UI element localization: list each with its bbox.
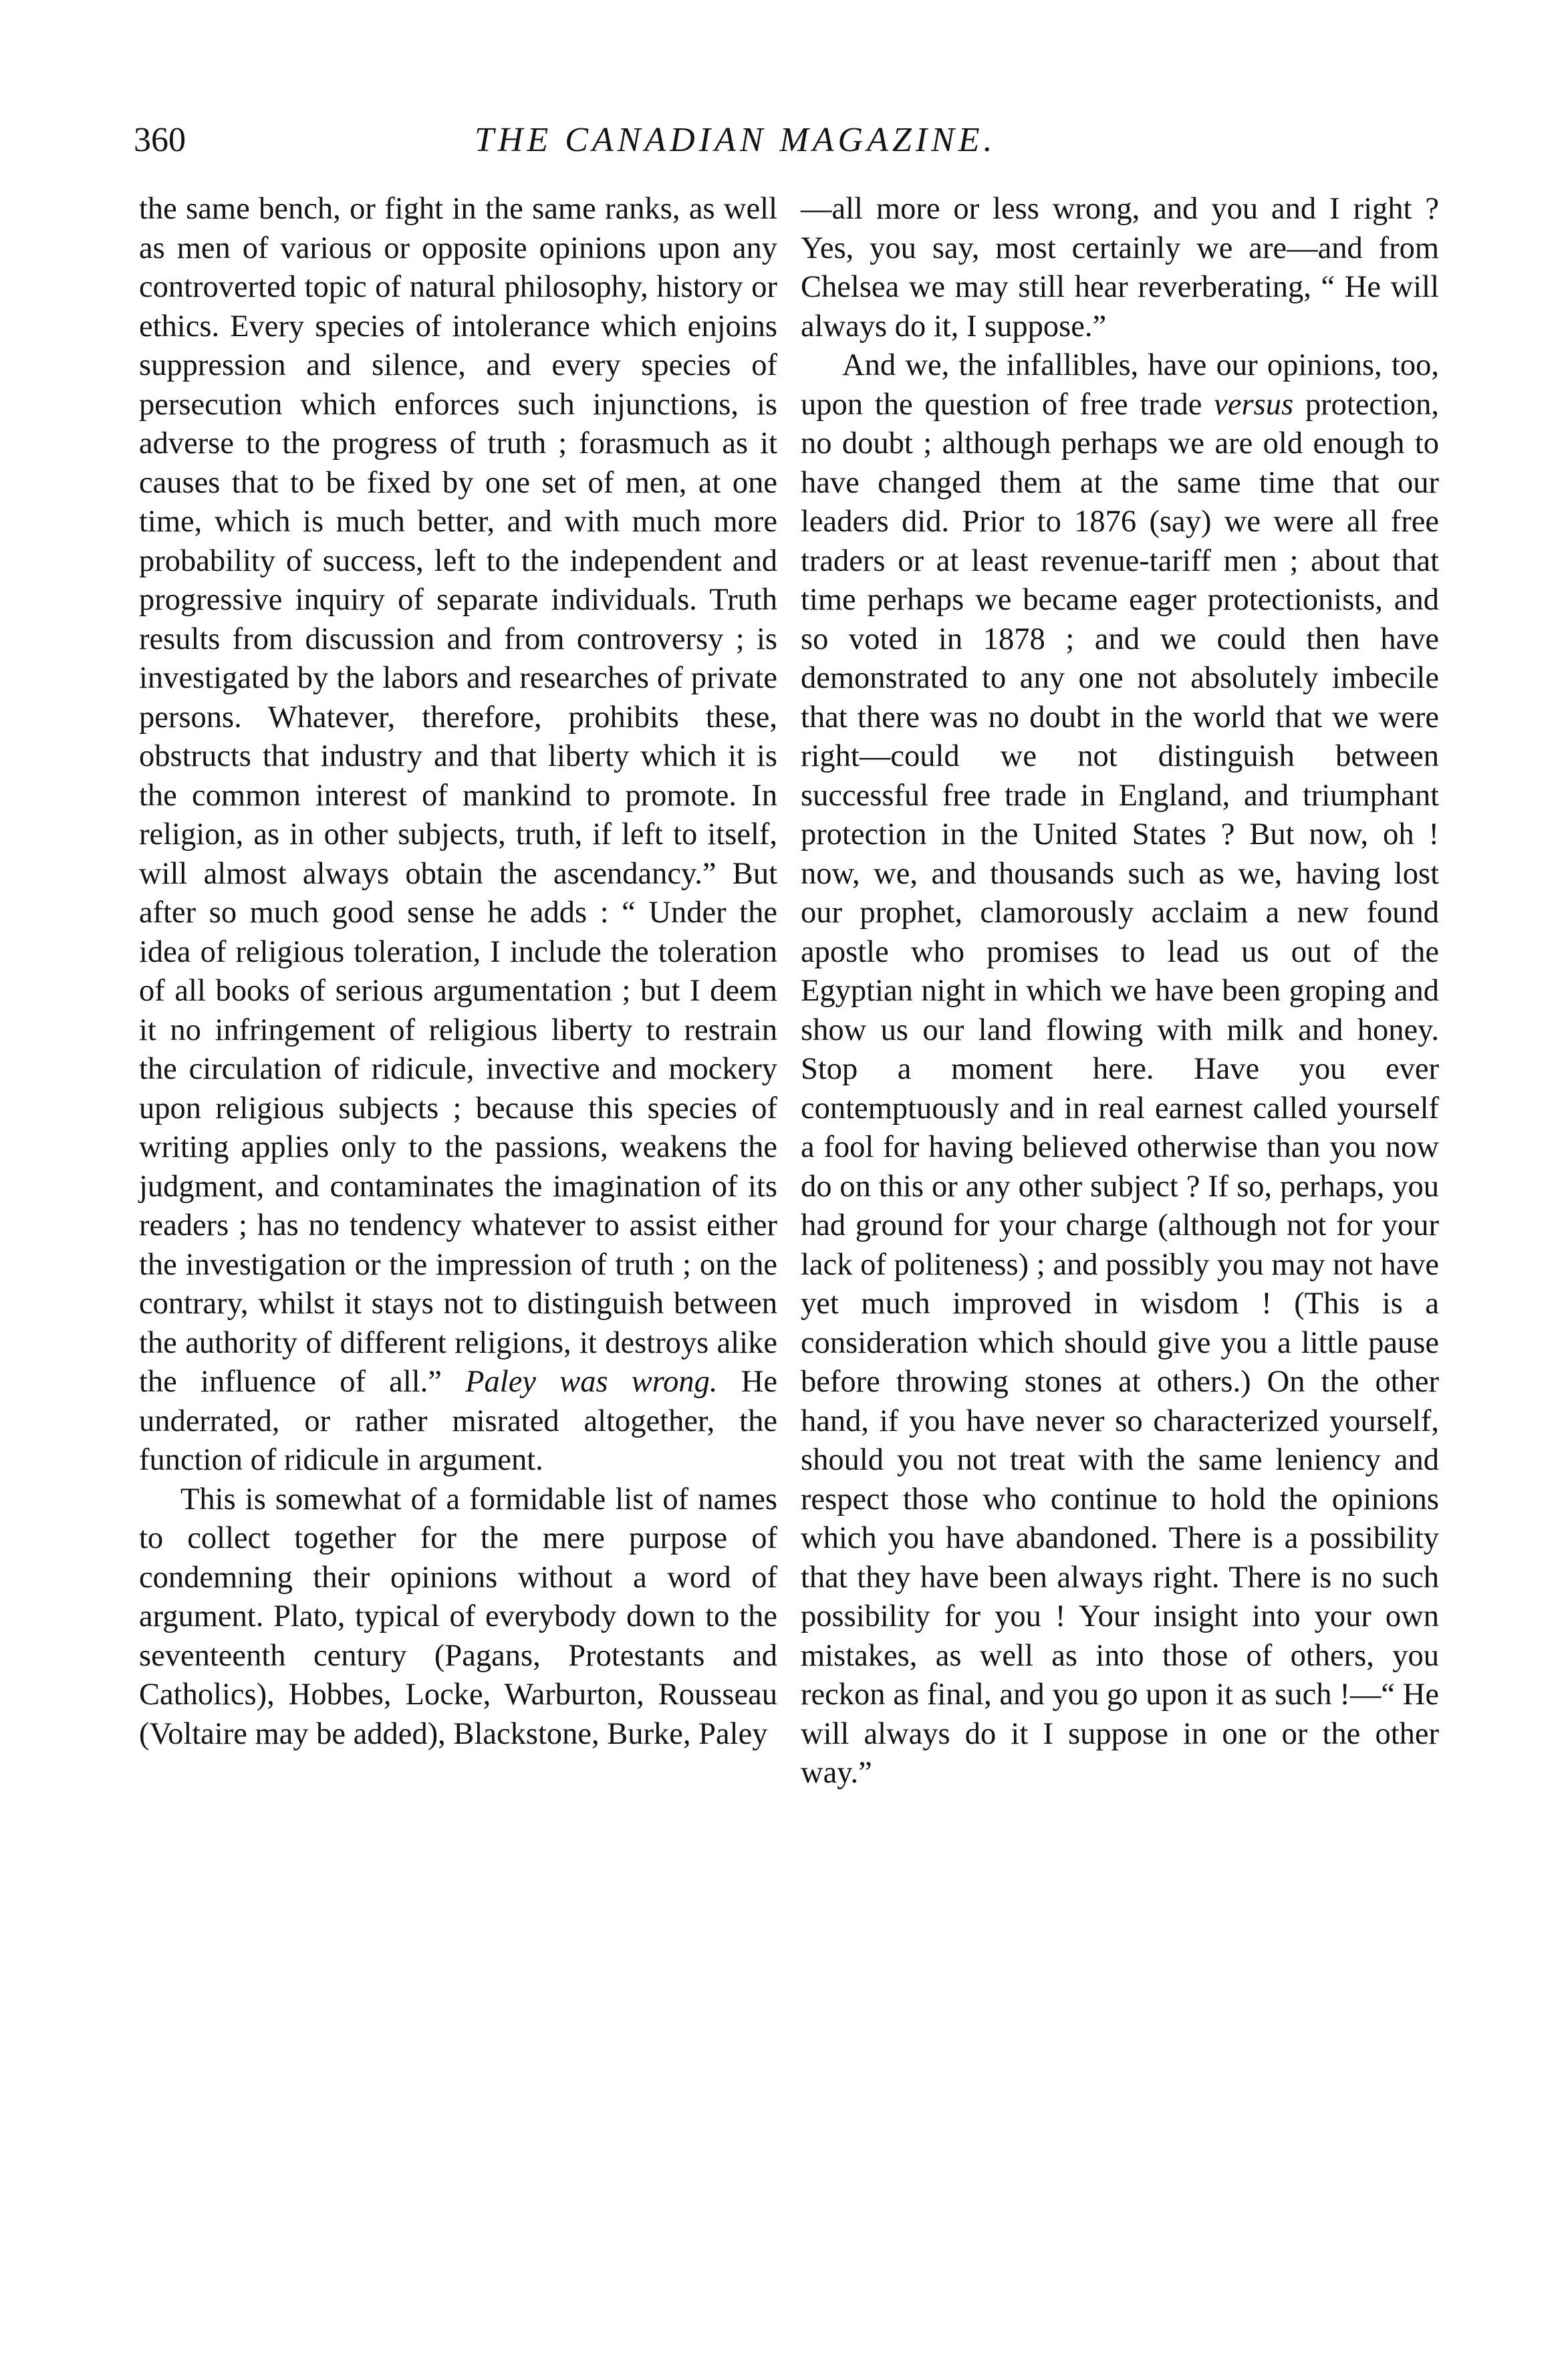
right-paragraph-1: —all more or less wrong, and you and I right ? Yes, you say, most certainly we are—and from Chelsea we may still hear reverberating, “ He will always do it, I suppose.” <box>801 192 1439 344</box>
page-header <box>134 114 1444 167</box>
left-paragraph-2: This is somewhat of a formidable list of names to collect together for the mere purpose of condemning their opinions without a word of argument. Plato, typical of everybody down to the seventeenth century (Pagans, Protestants and Catholics), Hobbes, Locke, Warburton, Rousseau (Voltaire may be added), Blackstone, Burke, Paley <box>139 1482 777 1751</box>
left-paragraph-1-tail: He underrated, or rather misrated altogether, the function of ridicule in argument. <box>139 1365 777 1477</box>
right-column <box>801 190 1439 1793</box>
right-paragraph-2-start: And we, the infallibles, have our opinions, too, upon the question of free trade <box>801 348 1439 422</box>
left-paragraph-1-text: the same bench, or fight in the same ranks, as well as men of various or opposite opinions upon any controverted topic of natural philosophy, history or ethics. Every species of intolerance which enjoins suppression and silence, and every species of persecution which enforces such injunctions, is adverse to the progress of truth ; forasmuch as it causes that to be fixed by one set of men, at one time, which is much better, and with much more probability of success, left to the independent and progressive inquiry of separate individuals. Truth results from discussion and from controversy ; is investigated by the labors and researches of private persons. Whatever, therefore, prohibits these, obstructs that industry and that liberty which it is the common interest of mankind to promote. In religion, as in other subjects, truth, if left to itself, will almost always obtain the ascendancy.” But after so much good sense he adds : “ Under the idea of religious toleration, I include the toleration of all books of serious argumentation ; but I deem it no infringement of religious liberty to restrain the circulation of ridicule, invective and mockery upon religious subjects ; because this species of writing applies only to the passions, weakens the judgment, and contaminates the imagination of its readers ; has no tendency whatever to assist either the investigation or the impression of truth ; on the contrary, whilst it stays not to distinguish between the authority of different religions, it destroys alike the influence of all.” <box>139 192 777 1399</box>
left-paragraph-1 <box>139 190 777 1480</box>
right-paragraph-2-rest: protection, no doubt ; although perhaps we are old enough to have changed them at the same time that our leaders did. Prior to 1876 (say) we were all free traders or at least revenue-tariff men ; about that time perhaps we became eager protectionists, and so voted in 1878 ; and we could then have demonstrated to any one not absolutely imbecile that there was no doubt in the world that we were right—could we not distinguish between successful free trade in England, and triumphant protection in the United States ? But now, oh ! now, we, and thousands such as we, having lost our prophet, clamorously acclaim a new found apostle who promises to lead us out of the Egyptian night in which we have been groping and show us our land flowing with milk and honey. Stop a moment here. Have you ever contemptuously and in real earnest called yourself a fool for having believed otherwise than you now do on this or any other subject ? If so, perhaps, you had ground for your charge (although not for your lack of politeness) ; and possibly you may not have yet much improved in wisdom ! (This is a consideration which should give you a little pause before throwing stones at others.) On the other hand, if you have never so characterized yourself, should you not treat with the same leniency and respect those who continue to hold the opinions which you have abandoned. There is a possibility that they have been always right. There is no such possibility for you ! Your insight into your own mistakes, as well as into those of others, you reckon as final, and you go upon it as such !—“ He will always do it I suppose in one or the other way.” <box>801 387 1440 1790</box>
left-paragraph-1-italic: Paley was wrong. <box>465 1365 718 1399</box>
running-title: THE CANADIAN MAGAZINE. <box>475 121 997 159</box>
left-column <box>139 190 777 1754</box>
page-number: 360 <box>134 121 186 159</box>
right-paragraph-2 <box>801 346 1439 1793</box>
right-paragraph-2-italic: versus <box>1214 387 1294 422</box>
